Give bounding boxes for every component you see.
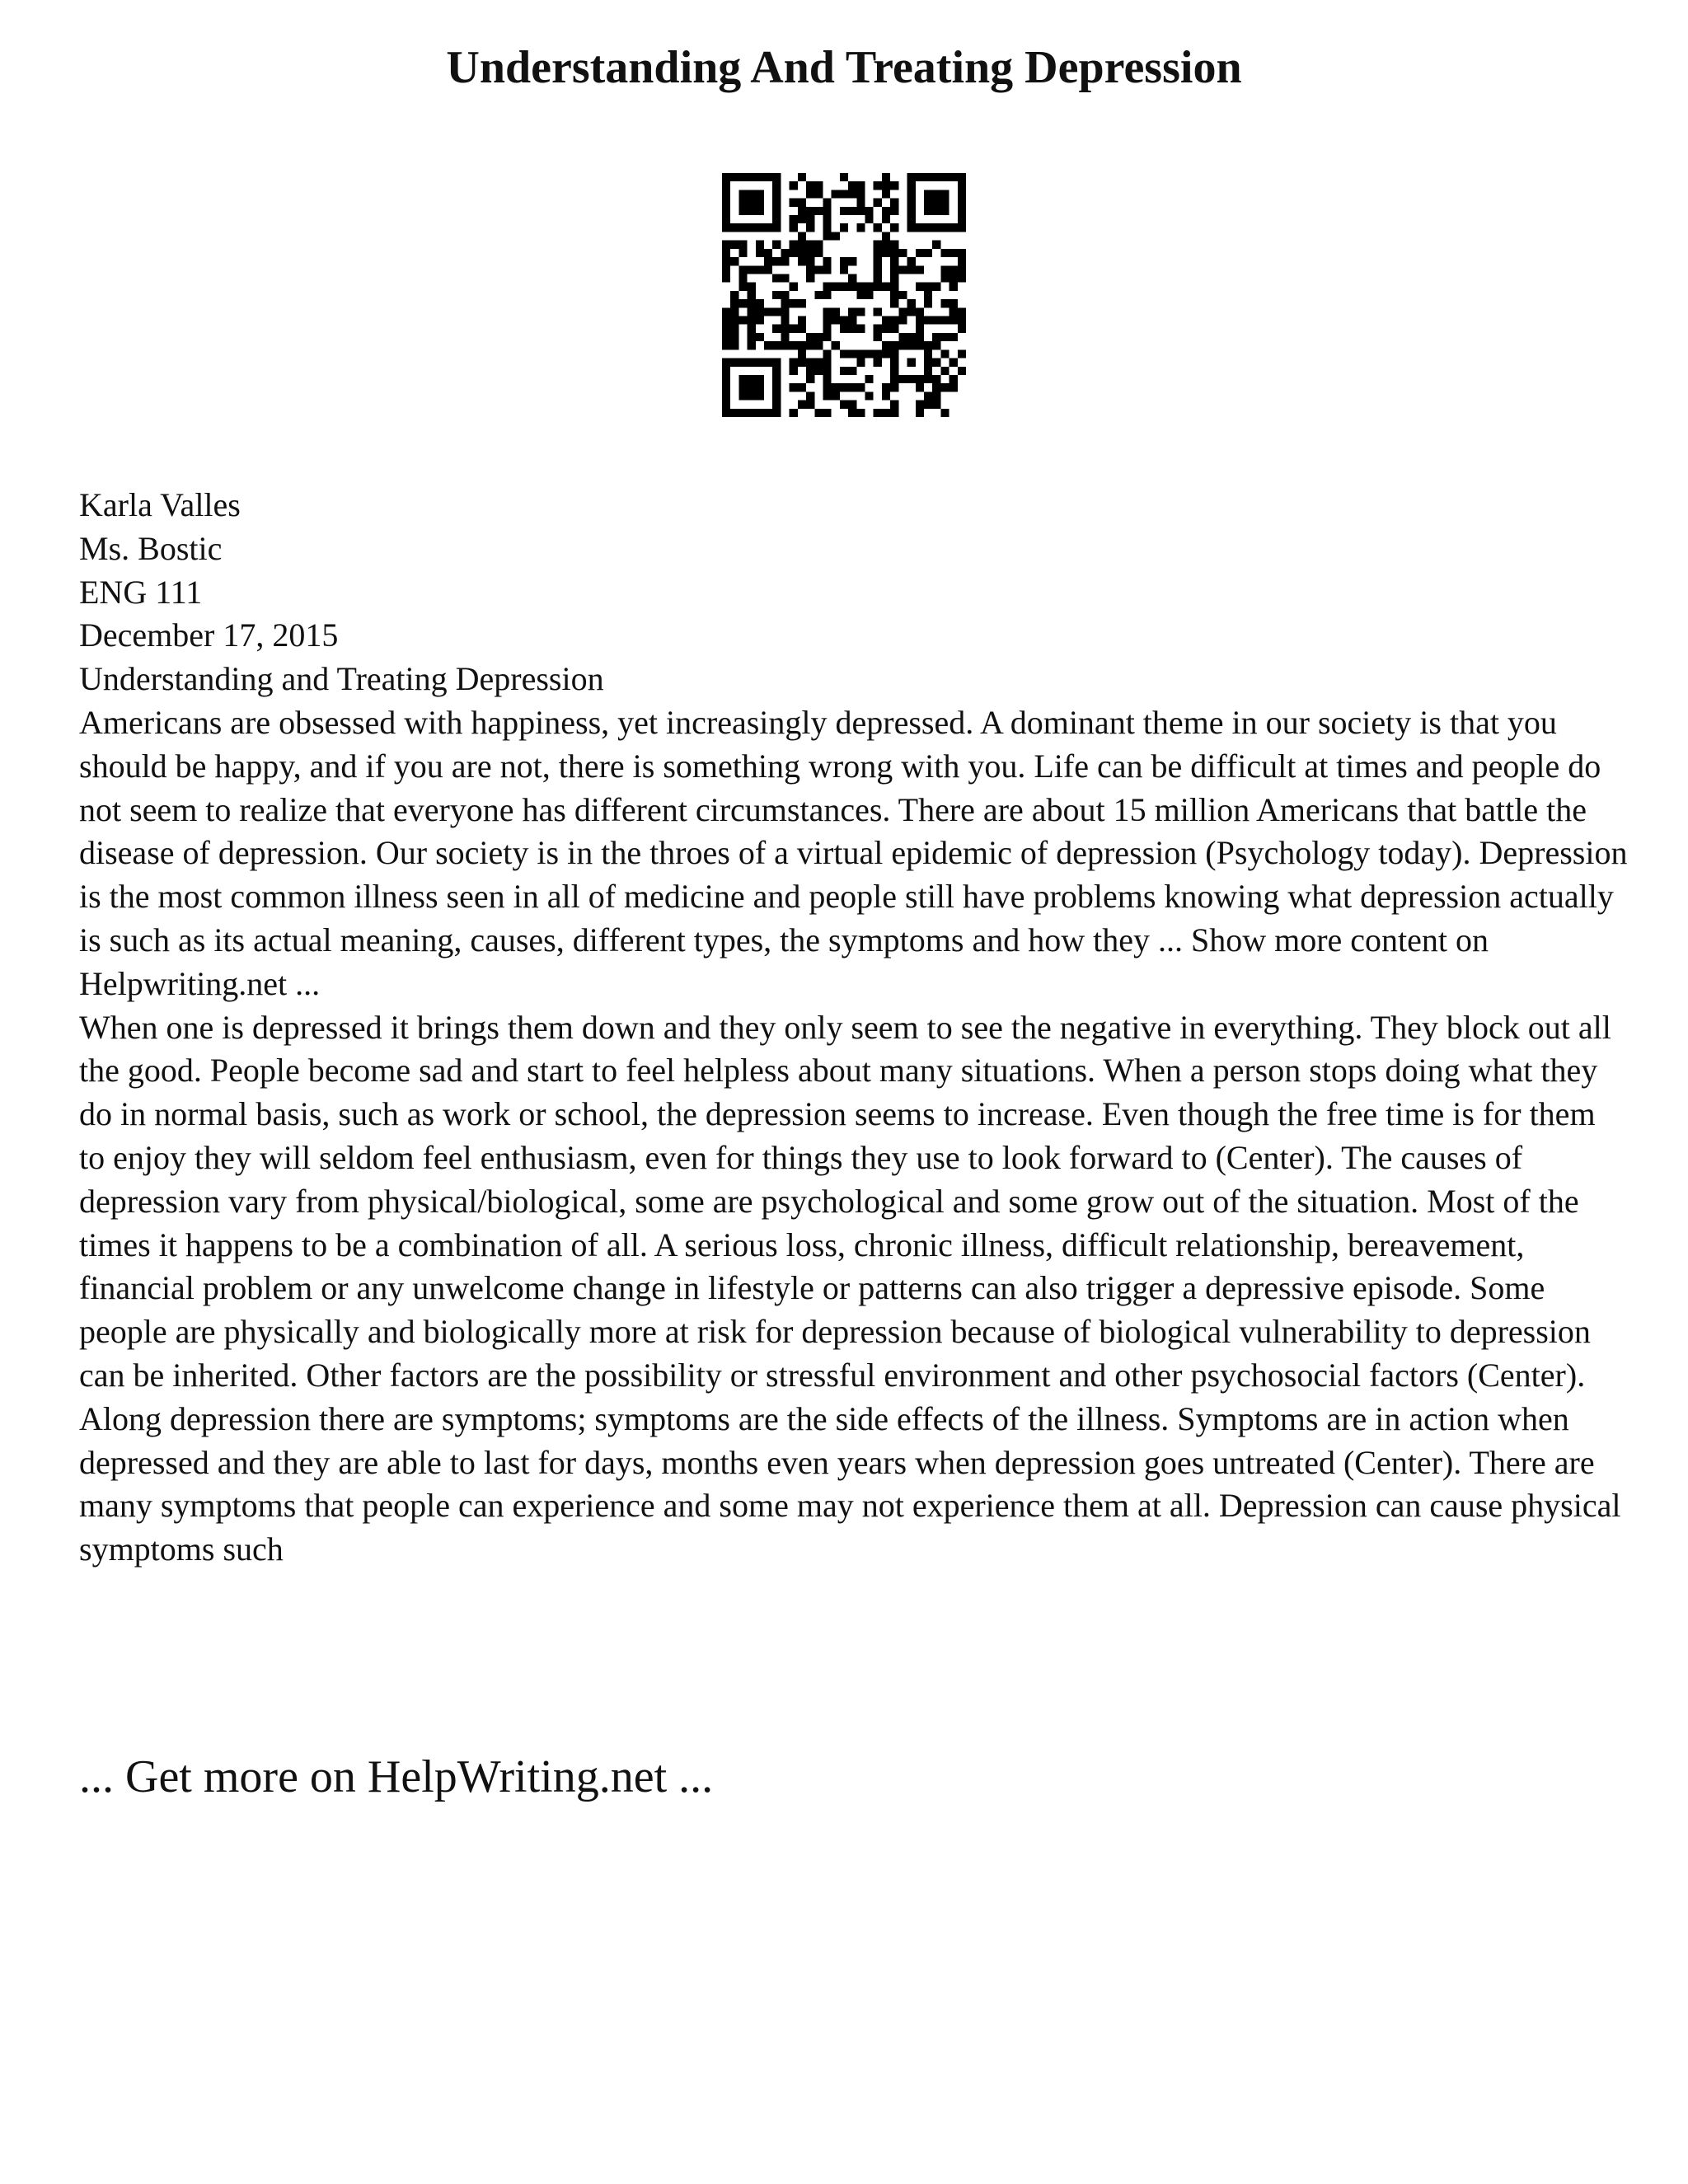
get-more-link[interactable]: ... Get more on HelpWriting.net ... (79, 1751, 714, 1802)
paragraph-3: Along depression there are symptoms; symptoms are the side effects of the illness. Symptoms are in action when depressed and they are able to last for days, months even years when depression goes untreated (Center). There are many symptoms that people can experience and some may not experience them at all. Depression can cause physical symptoms such (79, 1399, 1621, 1568)
instructor-name: Ms. Bostic (79, 529, 223, 567)
essay-body (79, 484, 1629, 1572)
page-title: Understanding And Treating Depression (446, 42, 1242, 93)
essay-title: Understanding and Treating Depression (79, 660, 604, 698)
paragraph-2: When one is depressed it brings them down and they only seem to see the negative in everything. They block out all the good. People become sad and start to feel helpless about many situations. When a person stops doing what they do in normal basis, such as work or school, the depression seems to increase. Even though the free time is for them to enjoy they will seldom feel enthusiasm, even for things they use to look forward to (Center). The causes of depression vary from physical/biological, some are psychological and some grow out of the situation. Most of the times it happens to be a combination of all. A serious loss, chronic illness, difficult relationship, bereavement, financial problem or any unwelcome change in lifestyle or patterns can also trigger a depressive episode. Some people are physically and biologically more at risk for depression because of biological vulnerability to depression can be inherited. Other factors are the possibility or stressful environment and other psychosocial factors (Center). (79, 1008, 1611, 1394)
course-code: ENG 111 (79, 573, 203, 611)
essay-date: December 17, 2015 (79, 616, 339, 654)
paragraph-1: Americans are obsessed with happiness, yet increasingly depressed. A dominant theme in our society is that you should be happy, and if you are not, there is something wrong with you. Life can be difficult at times and people do not seem to realize that everyone has different circumstances. There are about 15 million Americans that battle the disease of depression. Our society is in the throes of a virtual epidemic of depression (Psychology today). Depression is the most common illness seen in all of medicine and people still have problems knowing what depression actually is such as its actual meaning, causes, different types, the symptoms and how they ... Show more content on Helpwriting.net ... (79, 703, 1628, 1002)
qr-code-icon (722, 173, 966, 417)
author-name: Karla Valles (79, 486, 241, 523)
